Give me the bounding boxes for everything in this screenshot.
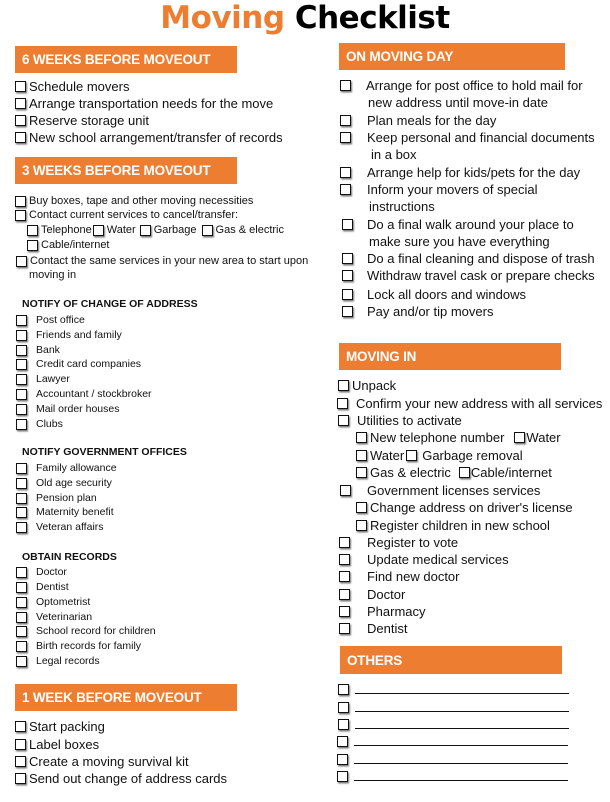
utility-label: Gas & electric — [370, 465, 451, 480]
checkbox[interactable] — [339, 589, 350, 600]
checkbox[interactable] — [15, 210, 26, 221]
list-item[interactable] — [340, 165, 580, 180]
header-one-week: 1 WEEK BEFORE MOVEOUT — [15, 684, 237, 711]
list-item[interactable] — [339, 587, 405, 602]
header-others: OTHERS — [340, 646, 562, 674]
checkbox[interactable] — [337, 771, 348, 782]
checkbox[interactable] — [338, 380, 349, 391]
item-label: Buy boxes, tape and other moving necessities — [29, 195, 254, 207]
checkbox[interactable] — [16, 359, 27, 370]
header-moving-in: MOVING IN — [339, 343, 561, 370]
list-item[interactable] — [16, 492, 97, 504]
checkbox[interactable] — [27, 240, 38, 251]
item-label: Arrange transportation needs for the move — [29, 96, 274, 111]
item-label: Maternity benefit — [36, 506, 114, 518]
checkbox[interactable] — [340, 167, 351, 178]
checkbox[interactable] — [356, 432, 367, 443]
list-item[interactable] — [340, 483, 540, 498]
list-item[interactable] — [337, 396, 602, 411]
blank-line[interactable] — [354, 755, 568, 764]
item-label: Send out change of address cards — [29, 771, 228, 786]
blank-item[interactable] — [338, 719, 569, 730]
checkbox[interactable] — [16, 374, 27, 385]
service-label: Telephone — [41, 224, 92, 236]
checkbox[interactable] — [16, 404, 27, 415]
list-item[interactable] — [339, 569, 460, 584]
utility-label: Water — [526, 430, 561, 445]
checkbox[interactable] — [356, 450, 367, 461]
checkbox[interactable] — [15, 756, 26, 767]
utility-options — [356, 465, 552, 480]
list-item[interactable] — [338, 378, 396, 393]
service-label: Water — [106, 224, 136, 236]
list-item[interactable] — [16, 596, 90, 608]
checkbox[interactable] — [16, 612, 27, 623]
list-item[interactable] — [340, 113, 496, 128]
checkbox[interactable] — [202, 225, 213, 236]
service-label: Gas & electric — [215, 224, 284, 236]
list-item[interactable] — [15, 195, 253, 207]
item-label: Contact the same services in your new area to start upon — [30, 255, 309, 267]
list-item[interactable] — [339, 621, 407, 636]
checkbox[interactable] — [406, 450, 417, 461]
list-item[interactable] — [16, 388, 152, 400]
blank-line[interactable] — [354, 772, 568, 781]
checkbox[interactable] — [16, 641, 27, 652]
list-item[interactable] — [15, 737, 99, 752]
checkbox[interactable] — [93, 225, 104, 236]
list-item[interactable] — [339, 604, 426, 619]
list-item[interactable] — [15, 113, 149, 128]
checkbox[interactable] — [342, 270, 353, 281]
checkbox[interactable] — [16, 522, 27, 533]
blank-item[interactable] — [338, 684, 569, 695]
item-label: Dentist — [367, 621, 408, 636]
header-moving-day: ON MOVING DAY — [339, 43, 565, 70]
list-item[interactable] — [15, 130, 283, 145]
list-item[interactable] — [16, 462, 117, 474]
utility-label: Water — [370, 448, 405, 463]
item-label: Contact current services to cancel/transfer: — [29, 209, 239, 221]
list-item[interactable] — [16, 418, 63, 430]
list-item[interactable] — [338, 413, 462, 428]
checkbox[interactable] — [337, 754, 348, 765]
item-label: New school arrangement/transfer of records — [29, 130, 283, 145]
checkbox[interactable] — [15, 81, 26, 92]
blank-item[interactable] — [338, 702, 569, 713]
checkbox[interactable] — [339, 606, 350, 617]
checkbox[interactable] — [337, 736, 348, 747]
item-label: Arrange for post office to hold mail for — [366, 78, 583, 93]
item-label: Start packing — [29, 719, 105, 734]
checkbox[interactable] — [16, 656, 27, 667]
item-label: Legal records — [36, 655, 100, 667]
blank-line[interactable] — [355, 720, 569, 729]
list-item[interactable] — [342, 304, 493, 319]
list-item[interactable] — [16, 329, 122, 341]
item-label: Accountant / stockbroker — [36, 388, 152, 400]
checkbox[interactable] — [338, 684, 349, 695]
item-label: Create a moving survival kit — [29, 754, 189, 769]
checkbox[interactable] — [339, 554, 350, 565]
title-rest: Checklist — [294, 0, 450, 36]
item-label: Lock all doors and windows — [367, 287, 526, 302]
item-label: Optometrist — [36, 596, 91, 608]
checkbox[interactable] — [15, 721, 26, 732]
checkbox[interactable] — [340, 184, 351, 195]
checkbox[interactable] — [339, 623, 350, 634]
item-label: Veterinarian — [36, 611, 93, 623]
checkbox[interactable] — [16, 507, 27, 518]
item-label: Utilities to activate — [357, 413, 462, 428]
checkbox[interactable] — [338, 415, 349, 426]
subheader-notify-address: NOTIFY OF CHANGE OF ADDRESS — [22, 298, 198, 310]
checkbox[interactable] — [338, 719, 349, 730]
checkbox[interactable] — [16, 389, 27, 400]
service-label: Cable/internet — [41, 239, 110, 251]
list-item[interactable] — [16, 506, 114, 518]
checkbox[interactable] — [16, 626, 27, 637]
checkbox[interactable] — [16, 345, 27, 356]
checkbox[interactable] — [342, 306, 353, 317]
checkbox[interactable] — [16, 597, 27, 608]
list-item[interactable] — [342, 217, 574, 232]
checkbox[interactable] — [16, 315, 27, 326]
list-item[interactable] — [339, 552, 509, 567]
checkbox[interactable] — [337, 398, 348, 409]
item-label: Change address on driver's license — [370, 500, 573, 515]
item-label: Withdraw travel cask or prepare checks — [367, 268, 595, 283]
list-item[interactable] — [15, 754, 189, 769]
checkbox[interactable] — [356, 520, 367, 531]
item-label-continued: moving in — [29, 269, 77, 281]
list-item[interactable] — [16, 611, 92, 623]
checkbox[interactable] — [459, 467, 470, 478]
checkbox[interactable] — [16, 463, 27, 474]
checkbox[interactable] — [514, 432, 525, 443]
list-item[interactable] — [16, 403, 119, 415]
checkbox[interactable] — [16, 567, 27, 578]
list-item[interactable] — [16, 344, 60, 356]
item-label: Keep personal and financial documents — [367, 130, 595, 145]
item-label: Update medical services — [367, 552, 509, 567]
item-label: Register children in new school — [370, 518, 550, 533]
utility-label: Garbage removal — [422, 448, 523, 463]
item-label: Arrange help for kids/pets for the day — [367, 165, 581, 180]
item-label: Do a final cleaning and dispose of trash — [367, 251, 595, 266]
checkbox[interactable] — [340, 115, 351, 126]
checkbox[interactable] — [340, 132, 351, 143]
item-label: Friends and family — [36, 329, 122, 341]
utility-label: New telephone number — [370, 430, 505, 445]
list-item[interactable] — [339, 535, 458, 550]
item-label: Confirm your new address with all services — [356, 396, 603, 411]
checkbox[interactable] — [340, 80, 351, 91]
item-label: Mail order houses — [36, 403, 120, 415]
checkbox[interactable] — [140, 225, 151, 236]
item-label: Doctor — [36, 566, 67, 578]
utility-options — [356, 448, 523, 463]
list-item[interactable] — [16, 625, 156, 637]
checkbox[interactable] — [16, 256, 27, 267]
item-label-continued: make sure you have everything — [369, 234, 550, 249]
item-label: Bank — [36, 344, 60, 356]
checkbox[interactable] — [16, 419, 27, 430]
item-label: Schedule movers — [29, 79, 130, 94]
item-label: Unpack — [352, 378, 397, 393]
list-item[interactable] — [16, 314, 85, 326]
list-item[interactable] — [27, 239, 110, 251]
subheader-obtain-records: OBTAIN RECORDS — [22, 551, 117, 563]
item-label-continued: in a box — [371, 147, 417, 162]
item-label: Clubs — [36, 418, 63, 430]
list-item[interactable] — [16, 521, 104, 533]
list-item[interactable] — [15, 79, 129, 94]
item-label: Inform your movers of special — [367, 182, 538, 197]
item-label: Credit card companies — [36, 358, 142, 370]
checkbox[interactable] — [16, 493, 27, 504]
item-label: Plan meals for the day — [367, 113, 497, 128]
header-six-weeks: 6 WEEKS BEFORE MOVEOUT — [15, 46, 237, 73]
blank-line[interactable] — [355, 685, 569, 694]
checkbox[interactable] — [15, 98, 26, 109]
item-label: Doctor — [367, 587, 406, 602]
blank-item[interactable] — [337, 771, 568, 782]
list-item[interactable] — [16, 581, 69, 593]
checkbox[interactable] — [342, 219, 353, 230]
service-label: Garbage — [153, 224, 197, 236]
checkbox[interactable] — [339, 571, 350, 582]
item-label: School record for children — [36, 625, 156, 637]
checkbox[interactable] — [16, 478, 27, 489]
service-options — [27, 224, 284, 236]
item-label: Reserve storage unit — [29, 113, 149, 128]
list-item[interactable] — [356, 500, 573, 515]
checkbox[interactable] — [15, 196, 26, 207]
item-label: Old age security — [36, 477, 112, 489]
checkbox[interactable] — [342, 253, 353, 264]
item-label: Family allowance — [36, 462, 117, 474]
checkbox[interactable] — [15, 773, 26, 784]
list-item[interactable] — [16, 358, 141, 370]
list-item[interactable] — [340, 130, 595, 145]
list-item[interactable] — [15, 209, 238, 221]
item-label: Pay and/or tip movers — [367, 304, 494, 319]
list-item[interactable] — [340, 78, 583, 93]
utility-label: Cable/internet — [470, 465, 552, 480]
blank-item[interactable] — [337, 754, 568, 765]
checkbox[interactable] — [16, 330, 27, 341]
item-label: Find new doctor — [367, 569, 460, 584]
item-label: Lawyer — [36, 373, 70, 385]
blank-line[interactable] — [354, 737, 568, 746]
checkbox[interactable] — [16, 582, 27, 593]
title-accent: Moving — [160, 0, 285, 36]
checkbox[interactable] — [356, 502, 367, 513]
list-item[interactable] — [340, 182, 538, 197]
page-title — [0, 0, 610, 36]
list-item[interactable] — [16, 255, 308, 267]
checkbox[interactable] — [15, 115, 26, 126]
item-label: Veteran affairs — [36, 521, 104, 533]
item-label: Pharmacy — [367, 604, 426, 619]
checkbox[interactable] — [338, 702, 349, 713]
blank-item[interactable] — [337, 736, 568, 747]
checkbox[interactable] — [15, 132, 26, 143]
item-label: Pension plan — [36, 492, 97, 504]
item-label: Dentist — [36, 581, 69, 593]
list-item[interactable] — [16, 655, 100, 667]
utility-options — [356, 430, 561, 445]
checkbox[interactable] — [356, 467, 367, 478]
list-item[interactable] — [356, 518, 550, 533]
item-label: Do a final walk around your place to — [367, 217, 574, 232]
header-three-weeks: 3 WEEKS BEFORE MOVEOUT — [15, 157, 237, 184]
item-label: Register to vote — [367, 535, 459, 550]
list-item[interactable] — [342, 251, 595, 266]
list-item[interactable] — [15, 719, 105, 734]
item-label: Post office — [36, 314, 85, 326]
item-label-continued: new address until move-in date — [368, 95, 548, 110]
item-label: Birth records for family — [36, 640, 142, 652]
checkbox[interactable] — [339, 537, 350, 548]
checkbox[interactable] — [340, 485, 351, 496]
item-label: Label boxes — [29, 737, 100, 752]
list-item[interactable] — [16, 566, 67, 578]
list-item[interactable] — [16, 477, 112, 489]
item-label: Government licenses services — [367, 483, 541, 498]
checkbox[interactable] — [27, 225, 38, 236]
list-item[interactable] — [16, 640, 141, 652]
checkbox[interactable] — [15, 739, 26, 750]
checkbox[interactable] — [342, 289, 353, 300]
blank-line[interactable] — [355, 703, 569, 712]
list-item[interactable] — [342, 287, 526, 302]
list-item[interactable] — [15, 96, 273, 111]
list-item[interactable] — [16, 373, 70, 385]
list-item[interactable] — [342, 268, 595, 283]
list-item[interactable] — [15, 771, 227, 786]
subheader-notify-government: NOTIFY GOVERNMENT OFFICES — [22, 446, 187, 458]
item-label-continued: instructions — [369, 199, 435, 214]
